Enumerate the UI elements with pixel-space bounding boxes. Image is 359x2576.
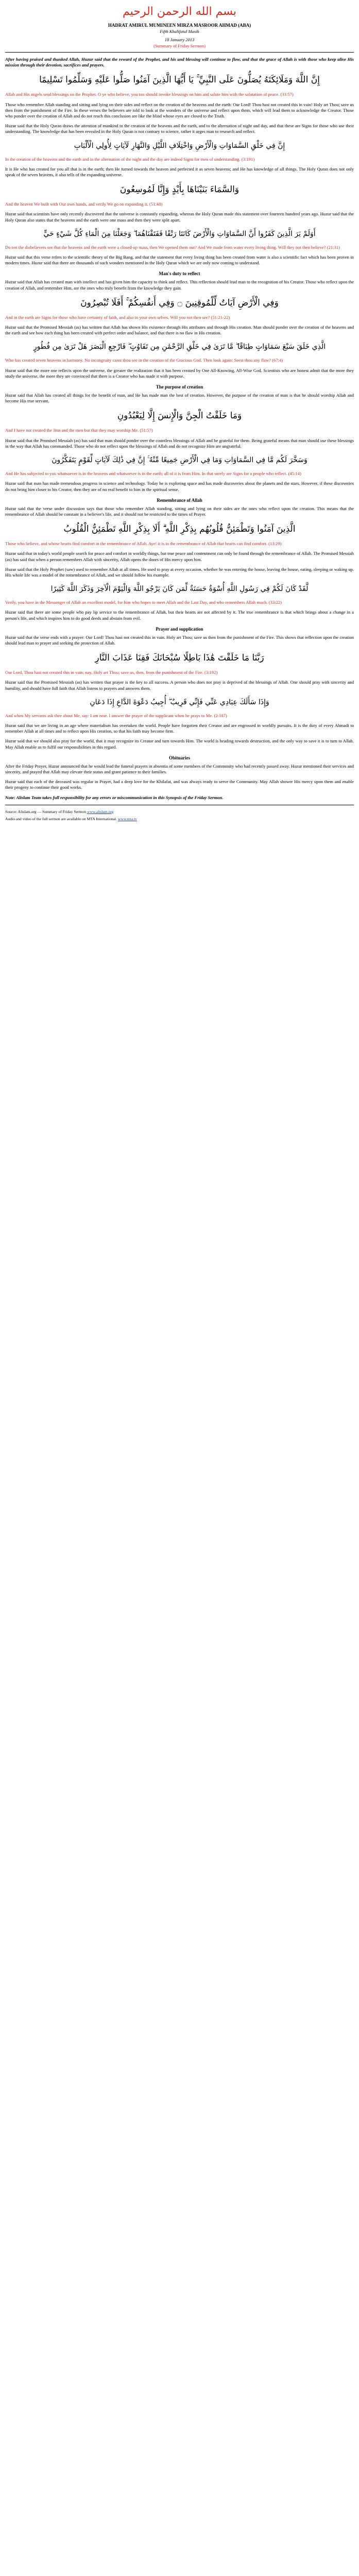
verse-translation: In the creation of the heavens and the earth and in the alternation of the night and the day are indeed Signs for men of understanding. (3:191) (5, 156, 255, 162)
divider (5, 52, 354, 53)
quran-verse-arabic: لَّقَدْ كَانَ لَكُمْ فِي رَسُولِ اللَّهِ أُسْوَةٌ حَسَنَةٌ لِّمَن كَانَ يَرْجُو اللَّهَ وَالْيَوْمَ الْآخِرَ وَذَكَرَ اللَّهَ كَثِيرًا (50, 585, 309, 594)
footnotes (5, 809, 354, 822)
footnote-link[interactable]: www.alislam.org (87, 809, 114, 814)
body-paragraph: After the Friday Prayer, Huzur announced that he would lead the funeral prayers in absentia of some members of the Community who had recently passed away. Huzur mentioned their services and sincerity, and prayed that Allah may elevate their status and grant patience to their families. (5, 763, 354, 774)
body-paragraph: Huzur said that the verse ends with a prayer: Our Lord! Thou hast not created this in vain. Holy art Thou; save us then from the punishment of the Fire. This shows that reflection upon the creation should lead man to prayer and seeking the protection of Allah. (5, 634, 354, 646)
verse-translation: Do not the disbelievers see that the heavens and the earth were a closed-up mass, then We opened them out? And We made from water every living thing. Will they not then believe? (21:31) (5, 244, 340, 250)
body-paragraph: Huzur said that the Promised Messiah (as) has written that prayer is the key to all success. A person who does not pray is deprived of the blessings of Allah. One should pray with sincerity and humility, and should have full faith that Allah listens to prayers and answers them. (5, 680, 354, 691)
footnote (5, 809, 354, 815)
body-paragraph: Huzur said that the Holy Prophet (saw) used to remember Allah at all times. He used to pray at every occasion, whether he was entering the house, leaving the house, eating, sleeping or waking up. His whole life was a model of the remembrance of Allah, and we should follow his example. (5, 566, 354, 578)
body-paragraph: Huzur said that the Promised Messiah (as) has written that Allah has shown His existence through His attributes and through His creation. Man should ponder over the creation of the heavens and the earth and see how each thing has been created with perfect order and balance, and that there is no flaw in His creation. (5, 325, 354, 336)
quran-verse-arabic: إِنَّ فِي خَلْقِ السَّمَاوَاتِ وَالْأَرْضِ وَاخْتِلَافِ اللَّيْلِ وَالنَّهَارِ لَآيَاتٍ لِأُولِي الْأَلْبَابِ (74, 141, 285, 150)
quran-verse-arabic: إِنَّ اللَّهَ وَمَلَائِكَتَهُ يُصَلُّونَ عَلَى النَّبِيِّ ۚ يَا أَيُّهَا الَّذِينَ آمَنُوا صَلُّوا عَلَيْهِ وَسَلِّمُوا تَسْلِيمًا (39, 75, 320, 86)
section-heading: Remembrance of Allah (157, 497, 202, 503)
quran-verse-arabic: وَسَخَّرَ لَكُم مَّا فِي السَّمَاوَاتِ وَمَا فِي الْأَرْضِ جَمِيعًا مِّنْهُ ۚ إِنَّ فِي ذَٰلِكَ لَآيَاتٍ لِّقَوْمٍ يَتَفَكَّرُونَ (52, 456, 307, 465)
verse-translation: And I have not created the Jinn and the men but that they may worship Me. (51:57) (5, 428, 153, 433)
quran-verse-arabic: رَبَّنَا مَا خَلَقْتَ هَٰذَا بَاطِلًا سُبْحَانَكَ فَقِنَا عَذَابَ النَّارِ (95, 653, 264, 664)
quran-verse-arabic: وَفِي الْأَرْضِ آيَاتٌ لِّلْمُوقِنِينَ ۝ وَفِي أَنفُسِكُمْ ۚ أَفَلَا تُبْصِرُونَ (80, 297, 279, 308)
quran-verse-arabic: وَمَا خَلَقْتُ الْجِنَّ وَالْإِنسَ إِلَّا لِيَعْبُدُونِ (117, 411, 242, 421)
sermon-document (5, 0, 354, 829)
verse-translation: And He has subjected to you whatsoever is in the heavens and whatsoever is in the earth; all of it is from Him. In that surely are Signs for a people who reflect. (45:14) (5, 471, 301, 477)
footnote-text: Audio and video of the full sermon are available on MTA International. (5, 816, 117, 821)
body-paragraph: Note: Alislam Team takes full responsibility for any errors or miscommunication in this Synopsis of the Friday Sermon. (5, 794, 224, 800)
body-paragraph: Huzur said that we are living in an age where materialism has overtaken the world. People have forgotten their Creator and are engrossed in worldly pursuits. It is the duty of every Ahmadi to remember Allah at all times and to reflect upon His creation, so that his faith may become firm. (5, 722, 354, 734)
body-paragraph: Huzur said that Allah has created man with intellect and has given him the capacity to think and reflect. This reflection should lead man to the recognition of his Creator. Those who reflect upon the creation of Allah, and remember Him, are the ones who truly benefit from the knowledge they gain. (5, 279, 354, 291)
body-paragraph: Huzur said that the verse under discussion says that those who remember Allah standing, sitting and lying on their sides are the ones who reflect upon the creation. This means that the remembrance of Allah should be constant in a believer's life, and it should not be restricted to the times of Prayer. (5, 505, 354, 517)
verse-translation: Allah and His angels send blessings on the Prophet. O ye who believe, you too should invoke blessings on him and salute him with the salutation of peace. (33:57) (5, 92, 294, 97)
quran-verse-arabic: وَالسَّمَاءَ بَنَيْنَاهَا بِأَيْدٍ وَإِنَّا لَمُوسِعُونَ (119, 184, 240, 195)
body-paragraph: Huzur said that the Holy Quran draws the attention of mankind to the creation of the heavens and the earth, and to the alternation of night and day, and that these are Signs for those who use their understanding. The knowledge that has been revealed in the Holy Quran is not contrary to science, rather it urges man to research and reflect. (5, 123, 354, 134)
body-paragraph: Huzur said that the Promised Messiah (as) has said that man should ponder over the countless blessings of Allah and be grateful for them. Being grateful means that man should use these blessings in the way that Allah has commanded. Those who do not reflect upon the blessings of Allah and do not recognize Him are ungrateful. (5, 437, 354, 449)
verse-translation: Verily, you have in the Messenger of Allah an excellent model, for him who hopes to meet Allah and the Last Day, and who remembers Allah much. (33:22) (5, 600, 282, 605)
verse-translation: Those who believe, and whose hearts find comfort in the remembrance of Allah. Aye! it is in the remembrance of Allah that hearts can find comfort. (13:29) (5, 541, 282, 547)
sermon-body (5, 57, 354, 801)
verse-translation: And when My servants ask thee about Me, say: I am near. I answer the prayer of the supplicant when he prays to Me. (2:187) (5, 713, 227, 718)
body-paragraph: It is He who has created for you all that is in the earth; then He turned towards the heaven and perfected it as seven heavens; and He has knowledge of all things. The Holy Quran does not only speak of the seven heavens, it also tells of the expanding universe. (5, 166, 354, 178)
body-paragraph: After having praised and thanked Allah, Huzur said that the reward of the Prophet, and his and blessing will continue to flow, and that the grace of Allah is with those who keep alive His mission through their devotion, sacrifices and prayers. (5, 57, 354, 68)
bismillah-calligraphy: بسم الله الرحمن الرحيم (122, 5, 237, 18)
body-paragraph: Huzur said that Allah has created all things for the benefit of man, and He has made man the best of creation. However, the purpose of the creation of man is that he should worship Allah and become His true servant. (5, 393, 354, 404)
body-paragraph: Huzur said that scientists have only recently discovered that the universe is constantly expanding, whereas the Holy Quran made this statement over fourteen hundred years ago. Huzur said that the Holy Quran also states that the heavens and the earth were one mass and then they were split apart. (5, 211, 354, 223)
footnote-text: Source: Alislam.org — Summary of Friday Sermon (5, 809, 86, 814)
body-paragraph: Huzur said that man has made tremendous progress in science and technology. Today he is exploring space and has made discoveries about the planets and the stars. However, if these discoveries do not bring him closer to his Creator, then they are of no real benefit to him in the spiritual sense. (5, 481, 354, 492)
body-paragraph: Huzur said that the more one reflects upon the universe, the greater the realization that it has been created by One All-Knowing, All-Wise God. Scientists who are honest admit that the more they study the universe, the more they are convinced that there is a Creator who has made it with purpose. (5, 367, 354, 379)
body-paragraph: Huzur said that in today's world people search for peace and comfort in worldly things, but true peace and contentment can only be found through the remembrance of Allah. The Promised Messiah (as) has said that when a person remembers Allah with sincerity, Allah opens the doors of His mercy upon him. (5, 551, 354, 562)
body-paragraph: Huzur said that there are some people who pay lip service to the remembrance of Allah, but their hearts are not affected by it. The true remembrance is that which brings about a change in a person's life, and which inspires him to do good deeds and abstain from evil. (5, 609, 354, 621)
section-heading: Man's duty to reflect (159, 271, 200, 277)
section-heading: The purpose of creation (156, 384, 203, 390)
section-heading: Prayer and supplication (156, 626, 203, 632)
body-paragraph: Those who remember Allah standing and sitting and lying on their sides and reflect on the creation of the heavens and the earth: Our Lord! Thou hast not created this in vain! Holy art Thou; save us then from the punishment of the Fire. In these verses the believers are told to look at the wonders of the universe and reflect upon them, which will lead them to acknowledge the Creator. Those who ponder over the creation of Allah and do not reach this conclusion are like the blind whose eyes are closed to the Truth. (5, 101, 354, 119)
footnote-link[interactable]: www.mta.tv (117, 816, 137, 821)
document-title: HADRAT AMIRUL MUMINEEN MIRZA MASROOR AHMAD (ABA) (108, 23, 251, 28)
footnote (5, 817, 354, 822)
verse-translation: And in the earth are Signs for those who have certainty of faith, and also in your own selves. Will you not then see? (51:21-22) (5, 314, 230, 320)
sermon-date: 18 January 2013 (164, 37, 195, 42)
quran-verse-arabic: وَإِذَا سَأَلَكَ عِبَادِي عَنِّي فَإِنِّي قَرِيبٌ ۖ أُجِيبُ دَعْوَةَ الدَّاعِ إِذَا دَعَانِ (90, 698, 269, 706)
body-paragraph: Huzur said that each of the deceased was regular in Prayer, had a deep love for the Khilafat, and was always ready to serve the Community. May Allah shower His mercy upon them and enable their progeny to continue their good works. (5, 779, 354, 790)
quran-verse-arabic: الَّذِي خَلَقَ سَبْعَ سَمَاوَاتٍ طِبَاقًا ۖ مَّا تَرَىٰ فِي خَلْقِ الرَّحْمَٰنِ مِن تَفَاوُتٍ ۖ فَارْجِعِ الْبَصَرَ هَلْ تَرَىٰ مِن فُطُورٍ (33, 343, 326, 351)
verse-translation: Our Lord, Thou hast not created this in vain; nay, Holy art Thou; save us, then, from the punishment of the Fire. (3:192) (5, 670, 218, 675)
verse-translation: And the heaven We built with Our own hands, and verily We go on expanding it. (51:48) (5, 201, 163, 207)
body-paragraph: Huzur said that we should also pray for the world, that it may recognize its Creator and turn towards Him. The world is heading towards destruction, and the only way to save it is to turn to Allah. May Allah enable us to fulfil our responsibilities in this regard. (5, 738, 354, 750)
quran-verse-arabic: أَوَلَمْ يَرَ الَّذِينَ كَفَرُوا أَنَّ السَّمَاوَاتِ وَالْأَرْضَ كَانَتَا رَتْقًا فَفَتَقْنَاهُمَا ۖ وَجَعَلْنَا مِنَ الْمَاءِ كُلَّ شَيْءٍ حَيٍّ (43, 229, 316, 238)
document-subtitle: Fifth Khalifatul Masih (160, 29, 199, 34)
quran-verse-arabic: الَّذِينَ آمَنُوا وَتَطْمَئِنُّ قُلُوبُهُم بِذِكْرِ اللَّهِ ۗ أَلَا بِذِكْرِ اللَّهِ تَطْمَئِنُّ الْقُلُوبُ (63, 524, 296, 535)
body-paragraph: Huzur said that this verse refers to the scientific theory of the Big Bang, and that the statement that every living thing has been created from water is also a scientific fact which has been proven in modern times. Huzur said that there are thousands of such wonders mentioned in the Holy Quran which we are only now coming to understand. (5, 255, 354, 266)
verse-translation: Who has created seven heavens in harmony. No incongruity canst thou see in the creation of the Gracious God. Then look again: Seest thou any flaw? (67:4) (5, 358, 283, 363)
sermon-summary-label: (Summary of Friday Sermon) (153, 43, 206, 48)
section-heading: Obituaries (168, 755, 190, 760)
